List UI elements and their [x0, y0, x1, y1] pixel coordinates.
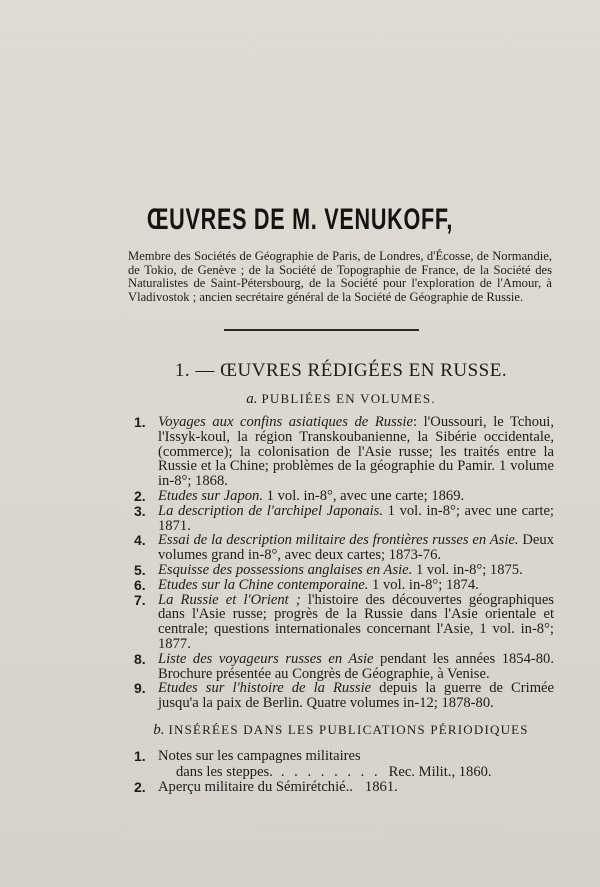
item-number: 7. — [134, 591, 146, 608]
periodical-reference: 1861. — [364, 779, 398, 795]
list-item — [134, 652, 554, 682]
work-title: Essai de la description militaire des frontières russes en Asie. — [158, 532, 519, 549]
work-details: 1 vol. in-8°; 1874. — [368, 576, 479, 593]
subsection-letter: b. — [153, 722, 165, 738]
work-details: 1 vol. in-8°; 1875. — [412, 561, 523, 578]
item-number: 4. — [134, 532, 146, 549]
page-title: ŒUVRES DE M. VENUKOFF, — [146, 203, 454, 236]
subsection-a-heading — [130, 391, 552, 408]
list-item — [134, 533, 554, 563]
item-number: 2. — [134, 487, 146, 504]
item-number: 9. — [134, 680, 146, 697]
list-item — [134, 489, 554, 504]
item-number: 3. — [134, 502, 146, 519]
list-item — [134, 749, 554, 780]
item-number: 2. — [134, 779, 146, 795]
work-details: : l'Oussouri, le Tchoui, l'Issyk-koul, la région Transkoubanienne, la Sibérie occidentale, (commerce); la colonisation de l'Asie russe; les traités entre la Russie et la Chine; problèmes de la géographie du Pamir. 1 volume in-8°; 1868. — [158, 414, 554, 490]
work-details: 1 vol. in-8°, avec une carte; 1869. — [263, 487, 465, 504]
list-item — [134, 504, 554, 534]
periodical-title: Aperçu militaire du Sémirétchié.. — [158, 779, 353, 795]
work-title: Etudes sur l'histoire de la Russie — [158, 680, 372, 697]
list-item — [134, 681, 554, 711]
work-details: 1 vol. in-8°; avec une carte; 1871. — [158, 502, 554, 534]
work-details: depuis la guerre de Crimée jusqu'a la paix de Berlin. Quatre volumes in-12; 1878-80. — [158, 680, 555, 712]
item-number: 1. — [134, 748, 146, 764]
item-number: 1. — [134, 414, 146, 430]
work-details: pendant les années 1854-80. Brochure présentée au Congrès de Géographie, à Venise. — [158, 650, 555, 682]
periodicals-list — [134, 749, 554, 796]
item-number: 5. — [134, 561, 146, 578]
work-title: Liste des voyageurs russes en Asie — [158, 650, 374, 667]
list-item — [134, 593, 554, 652]
work-title: Voyages aux confins asiatiques de Russie — [158, 414, 413, 430]
subsection-label: PUBLIÉES EN VOLUMES. — [261, 391, 436, 406]
periodical-title-cont: dans les steppes. — [176, 763, 273, 780]
item-number: 8. — [134, 650, 146, 667]
leader-dots: . . . . . . . . — [280, 763, 381, 780]
periodical-line — [158, 765, 554, 781]
list-item — [134, 415, 554, 489]
work-title: La description de l'archipel Japonais. — [158, 502, 383, 519]
work-details: l'histoire des découvertes géographiques dans l'Asie russe; progrès de la Russie dans l'Asie orientale et centrale; questions internationales concernant l'Asie, 1 vol. in-8°; 1877. — [158, 591, 554, 652]
periodical-reference: Rec. Milit., 1860. — [388, 763, 492, 780]
membership-text: Membre des Sociétés de Géographie de Paris, de Londres, d'Écosse, de Normandie, de Tokio, de Genève ; de la Société de Topographie de France, de la Société des Naturalistes de Saint-Pétersbourg, de la Société pour l'exploration de l'Amour, à Vladivostok ; ancien secrétaire général de la Société de Géographie de Russie. — [128, 249, 552, 304]
list-item — [134, 578, 554, 593]
work-title: Etudes sur la Chine contemporaine. — [158, 576, 369, 593]
periodical-title-line: Notes sur les campagnes militaires — [158, 748, 361, 764]
periodical-line — [158, 780, 554, 796]
list-item — [134, 780, 554, 796]
subsection-label: INSÉRÉES DANS LES PUBLICATIONS PÉRIODIQUES — [168, 722, 529, 737]
work-title: La Russie et l'Orient ; — [158, 591, 301, 608]
works-list — [134, 415, 554, 711]
item-number: 6. — [134, 576, 146, 593]
section-heading: 1. — ŒUVRES RÉDIGÉES EN RUSSE. — [174, 360, 508, 381]
work-title: Esquisse des possessions anglaises en Asie. — [158, 561, 413, 578]
subsection-b-heading — [130, 722, 552, 739]
work-title: Etudes sur Japon. — [158, 487, 263, 504]
subsection-letter: a. — [246, 391, 258, 407]
list-item — [134, 563, 554, 578]
divider-rule — [224, 329, 419, 331]
work-details: Deux volumes grand in-8°, avec deux cartes; 1873-76. — [158, 532, 554, 564]
author-memberships — [128, 250, 552, 304]
